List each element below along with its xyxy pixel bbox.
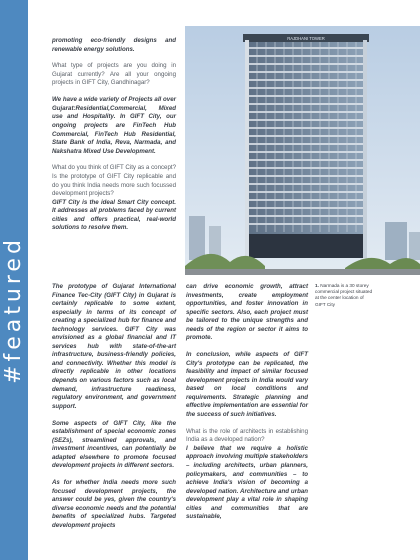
answer-paragraph: We have a wide variety of Projects all over Gujarat:Residential,Commercial, Mixed use and Hospitality. In GIFT City, our ongoing projects are FinTech Hub Commercial, FinTech Hub Residential, State Bank of India, Reva, Narmada, and Nakshatra Mixed Use Development.: [52, 96, 176, 155]
caption-number: 1.: [315, 283, 319, 288]
featured-section-label: #featured: [1, 236, 26, 384]
building-photo: [185, 26, 420, 275]
question-paragraph: What do you think of GIFT City as a concept? Is the prototype of GIFT City replicable and do you think India needs more such focussed development projects?: [52, 164, 176, 198]
question-paragraph: What type of projects are you doing in Gujarat currently? Are all your ongoing projects in GIFT City, Gandhinagar?: [52, 62, 176, 87]
photo-caption: [315, 283, 375, 308]
answer-paragraph: GIFT City is the ideal Smart City concept. It addresses all problems faced by current cities and offers practical, real-world solutions to resolve them.: [52, 198, 176, 232]
answer-paragraph: The prototype of Gujarat International Finance Tec-City (GIFT City) in Gujarat is certainly replicable to some extent, especially in terms of its concept of creating a specialized hub for finance and technology services. GIFT City was envisioned as a global financial and IT services hub with state-of-the-art infrastructure, business-friendly policies, and connectivity. Whether this model is directly replicable in other locations depends on various factors such as local demand, infrastructure readiness, regulatory environment, and government support.: [52, 283, 176, 410]
answer-paragraph: In conclusion, while aspects of GIFT City's prototype can be replicated, the feasibility and impact of similar focused development projects in India would vary based on local conditions and requirements. Strategic planning and effective implementation are essential for the success of such initiatives.: [186, 351, 308, 418]
question-paragraph: What is the role of architects in establishing India as a developed nation?: [186, 427, 308, 444]
middle-column: [186, 283, 308, 530]
left-column-bottom: [52, 283, 176, 539]
left-column-top: [52, 37, 176, 241]
answer-paragraph: can drive economic growth, attract investments, create employment opportunities, and foster innovation in specific sectors. Also, each project must be tailored to the unique strengths and needs of the region or sector it aims to promote.: [186, 283, 308, 342]
caption-text: Narmada is a 30 storey commercial project situated at the center location of GIFT City: [315, 283, 373, 307]
answer-paragraph: Some aspects of GIFT City, like the establishment of special economic zones (SEZs), streamlined approvals, and investment incentives, can potentially be adapted elsewhere to promote focused development projects in different sectors.: [52, 419, 176, 470]
answer-paragraph: As for whether India needs more such focused development projects, the answer could be yes, given the country's diverse economic needs and the potential benefits of specialized hubs. Targeted development projects: [52, 479, 176, 529]
featured-sidebar-strip: [0, 0, 28, 560]
answer-paragraph: I believe that we require a holistic approach involving multiple stakeholders – including architects, urban planners, policymakers, and communities – to achieve India's vision of becoming a developed nation. Architecture and urban development play a vital role in shaping cities and communities that are sustainable,: [186, 444, 308, 521]
building-sign: RAJDHANI TOWER: [287, 36, 325, 41]
answer-paragraph: promoting eco-friendly designs and renewable energy solutions.: [52, 37, 176, 53]
